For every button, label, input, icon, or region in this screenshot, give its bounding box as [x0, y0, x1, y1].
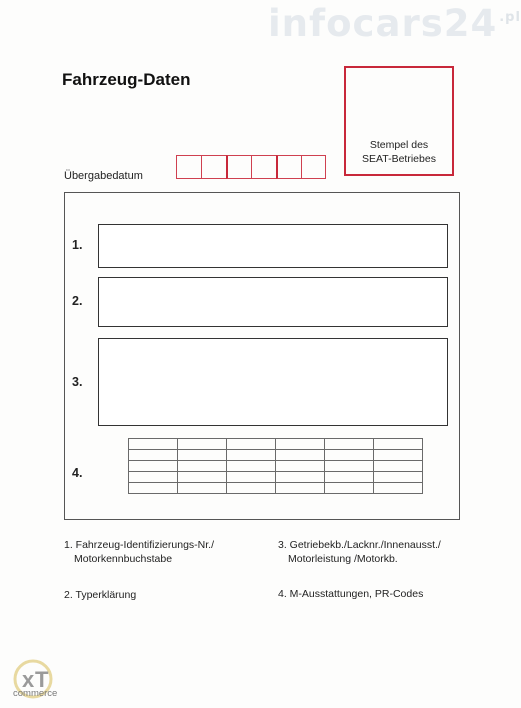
- dealer-stamp-box[interactable]: [344, 66, 454, 176]
- date-cell-day-2[interactable]: [201, 155, 226, 179]
- legend-item-4: 4. M-Ausstattungen, PR-Codes: [278, 588, 424, 600]
- watermark-text: infocars24: [268, 2, 498, 45]
- legend-item-1-line-1: 1. Fahrzeug-Identifizierungs-Nr./: [64, 539, 214, 551]
- date-cell-year-2[interactable]: [301, 155, 326, 179]
- row-number-4: 4.: [72, 466, 83, 480]
- legend-item-1: [64, 538, 214, 566]
- legend-item-2: 2. Typerklärung: [64, 589, 137, 601]
- pr-codes-grid[interactable]: [128, 438, 423, 494]
- stamp-caption: [346, 138, 452, 166]
- watermark-tld: .pl: [499, 10, 521, 25]
- date-cell-month-2[interactable]: [251, 155, 276, 179]
- handover-date-label: Übergabedatum: [64, 170, 143, 182]
- form-title: Fahrzeug-Daten: [62, 70, 191, 89]
- svg-text:T: T: [35, 667, 49, 692]
- vin-engine-code-field[interactable]: [98, 224, 448, 268]
- logo-text: commerce: [13, 688, 58, 699]
- date-cell-day-1[interactable]: [176, 155, 201, 179]
- site-watermark: [268, 2, 521, 45]
- legend-item-3-line-1: 3. Getriebekb./Lacknr./Innenausst./: [278, 539, 441, 551]
- stamp-line-1: Stempel des: [369, 139, 429, 151]
- row-number-2: 2.: [72, 294, 83, 308]
- handover-date-field[interactable]: [176, 155, 326, 179]
- row-number-1: 1.: [72, 238, 83, 252]
- gearbox-paint-trim-field[interactable]: [98, 338, 448, 426]
- row-number-3: 3.: [72, 375, 83, 389]
- svg-text:x: x: [22, 667, 35, 692]
- date-cell-year-1[interactable]: [276, 155, 301, 179]
- date-cell-month-1[interactable]: [226, 155, 251, 179]
- stamp-line-2: SEAT-Betriebes: [362, 153, 436, 165]
- type-declaration-field[interactable]: [98, 277, 448, 327]
- legend-item-3-line-2: Motorleistung /Motorkb.: [288, 553, 398, 565]
- legend-item-3: [278, 538, 441, 566]
- legend-item-1-line-2: Motorkennbuchstabe: [74, 553, 173, 565]
